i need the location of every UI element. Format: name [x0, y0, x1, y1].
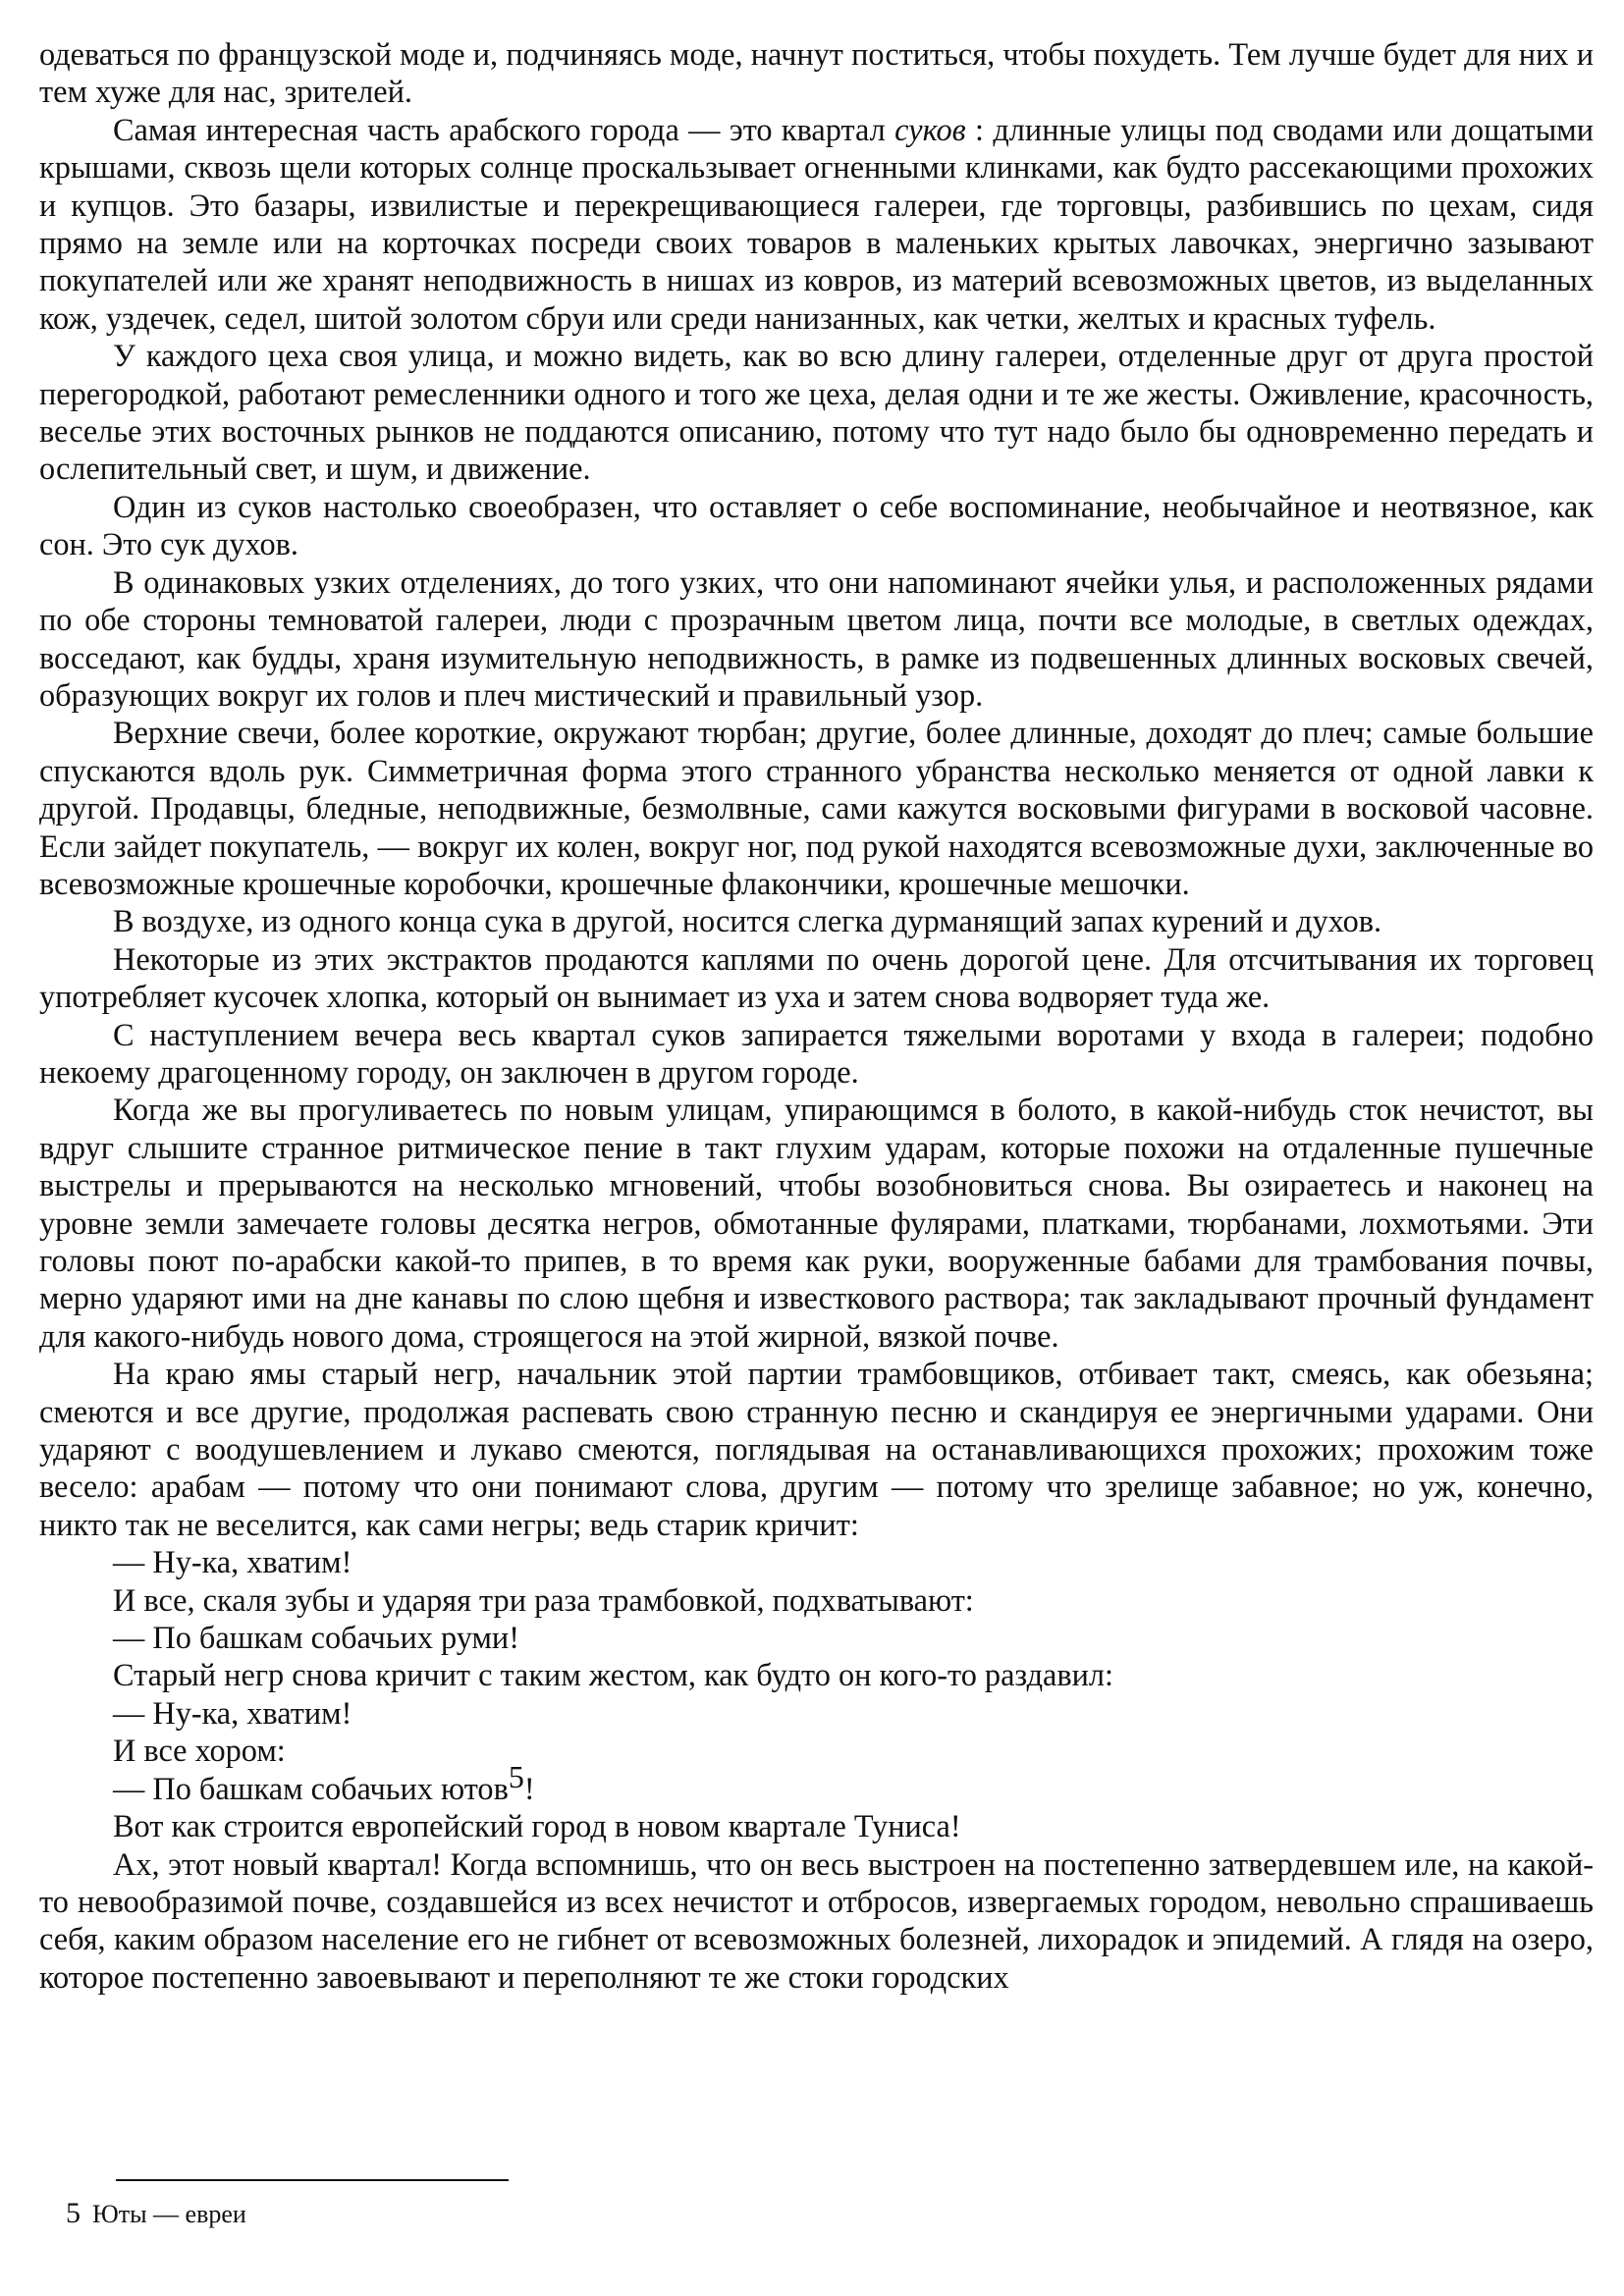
paragraph-6: Верхние свечи, более короткие, окружают тюрбан; другие, более длинные, доходят до плеч; самые большие спускаются вдоль рук. Симметричная форма этого странного убранства несколько меняется от одной лавки к другой. Продавцы, бледные, неподвижные, безмолвные, сами кажутся восковыми фигурами в восковой часовне. Если зайдет покупатель, — вокруг их колен, вокруг ног, под рукой находятся всевозможные духи, заключенные во всевозможные крошечные коробочки, крошечные флакончики, крошечные мешочки. — [39, 715, 1594, 901]
paragraph-12: Вот как строится европейский город в новом квартале Туниса! — [113, 1808, 961, 1844]
dialogue-line-2: И все, скаля зубы и ударяя три раза трамбовкой, подхватывают: — [113, 1581, 974, 1618]
dialogue-line-4: Старый негр снова кричит с таким жестом, как будто он кого-то раздавил: — [113, 1657, 1113, 1693]
paragraph-11: На краю ямы старый негр, начальник этой партии трамбовщиков, отбивает такт, смеясь, как обезьяна; смеются и все другие, продолжая распевать свою странную песню и скандируя ее энергичными ударами. Они ударяют с воодушевлением и лукаво смеются, поглядывая на останавливающихся прохожих; прохожим тоже весело: арабам — потому что они понимают слова, другим — потому что зрелище забавное; но уж, конечно, никто так не веселится, как сами негры; ведь старик кричит: — [39, 1356, 1594, 1542]
dialogue-line-1: — Ну-ка, хватим! — [113, 1544, 352, 1580]
paragraph-8: Некоторые из этих экстрактов продаются каплями по очень дорогой цене. Для отсчитывания их торговец употребляет кусочек хлопка, который он вынимает из уха и затем снова водворяет туда же. — [39, 940, 1594, 1015]
footnote-divider — [116, 2179, 509, 2181]
footnote-number: 5 — [66, 2197, 81, 2229]
paragraph-7: В воздухе, из одного конца сука в другой, носится слегка дурманящий запах курений и духов. — [113, 903, 1382, 939]
paragraph-10: Когда же вы прогуливаетесь по новым улицам, упирающимся в болото, в какой-нибудь сток нечистот, вы вдруг слышите странное ритмическое пение в такт глухим ударам, которые похожи на отдаленные пушечные выстрелы и прерываются на несколько мгновений, чтобы возобновиться снова. Вы озираетесь и наконец на уровне земли замечаете головы десятка негров, обмотанные фулярами, платками, тюрбанами, лохмотьями. Эти головы поют по-арабски какой-то припев, в то время как руки, вооруженные бабами для трамбования почвы, мерно ударяют ими на дне канавы по слою щебня и известкового раствора; так закладывают прочный фундамент для какого-нибудь нового дома, строящегося на этой жирной, вязкой почве. — [39, 1092, 1594, 1354]
footnote-text: Юты — евреи — [92, 2200, 246, 2228]
italic-word-suks: суков — [894, 111, 966, 147]
dialogue-line-7-text: — По башкам собачьих ютов — [113, 1770, 509, 1806]
footnote — [66, 2197, 246, 2231]
dialogue-line-3: — По башкам собачьих руми! — [113, 1620, 519, 1656]
dialogue-line-5: — Ну-ка, хватим! — [113, 1694, 352, 1731]
dialogue-line-7-end: ! — [523, 1770, 535, 1806]
paragraph-2 — [39, 111, 1594, 337]
paragraph-3: У каждого цеха своя улица, и можно видеть, как во всю длину галереи, отделенные друг от друга простой перегородкой, работают ремесленники одного и того же цеха, делая одни и те же жесты. Оживление, красочность, веселье этих восточных рынков не поддаются описанию, потому что тут надо было бы одновременно передать и ослепительный свет, и шум, и движение. — [39, 338, 1594, 487]
paragraph-9: С наступлением вечера весь квартал суков запирается тяжелыми воротами у входа в галереи; подобно некоему драгоценному городу, он заключен в другом городе. — [39, 1016, 1594, 1090]
paragraph-4: Один из суков настолько своеобразен, что оставляет о себе воспоминание, необычайное и неотвязное, как сон. Это сук духов. — [39, 488, 1594, 562]
dialogue-line-7 — [39, 1758, 1594, 1807]
paragraph-5: В одинаковых узких отделениях, до того узких, что они напоминают ячейки улья, и расположенных рядами по обе стороны темноватой галереи, люди с прозрачным цветом лица, почти все молодые, в светлых одеждах, восседают, как будды, храня изумительную неподвижность, в рамке из подвешенных длинных восковых свечей, образующих вокруг их голов и плеч мистический и правильный узор. — [39, 563, 1594, 713]
dialogue-line-6: И все хором: — [113, 1733, 286, 1769]
paragraph-2-rest: : длинные улицы под сводами или дощатыми крышами, сквозь щели которых солнце проскальзывает огненными клинками, как будто рассекающими прохожих и купцов. Это базары, извилистые и перекрещивающиеся галереи, где торговцы, разбившись по цехам, сидя прямо на земле или на корточках посреди своих товаров в маленьких крытых лавочках, энергично зазывают покупателей или же хранят неподвижность в нишах из ковров, из материй всевозможных цветов, из выделанных кож, уздечек, седел, шитой золотом сбруи или среди нанизанных, как четки, желтых и красных туфель. — [39, 111, 1594, 336]
footnote-reference[interactable]: 5 — [508, 1758, 524, 1794]
paragraph-13: Ах, этот новый квартал! Когда вспомнишь, что он весь выстроен на постепенно затвердевшем иле, на какой-то невообразимой почве, создавшейся из всех нечистот и отбросов, извергаемых городом, невольно спрашиваешь себя, каким образом население его не гибнет от всевозможных болезней, лихорадок и эпидемий. А глядя на озеро, которое постепенно завоевывают и переполняют те же стоки городских — [39, 1845, 1594, 1995]
paragraph-2-start: Самая интересная часть арабского города — это квартал — [113, 111, 895, 147]
page-body — [39, 35, 1594, 1996]
paragraph-1: одеваться по французской моде и, подчиняясь моде, начнут поститься, чтобы похудеть. Тем лучше будет для них и тем хуже для нас, зрителей. — [39, 36, 1594, 110]
